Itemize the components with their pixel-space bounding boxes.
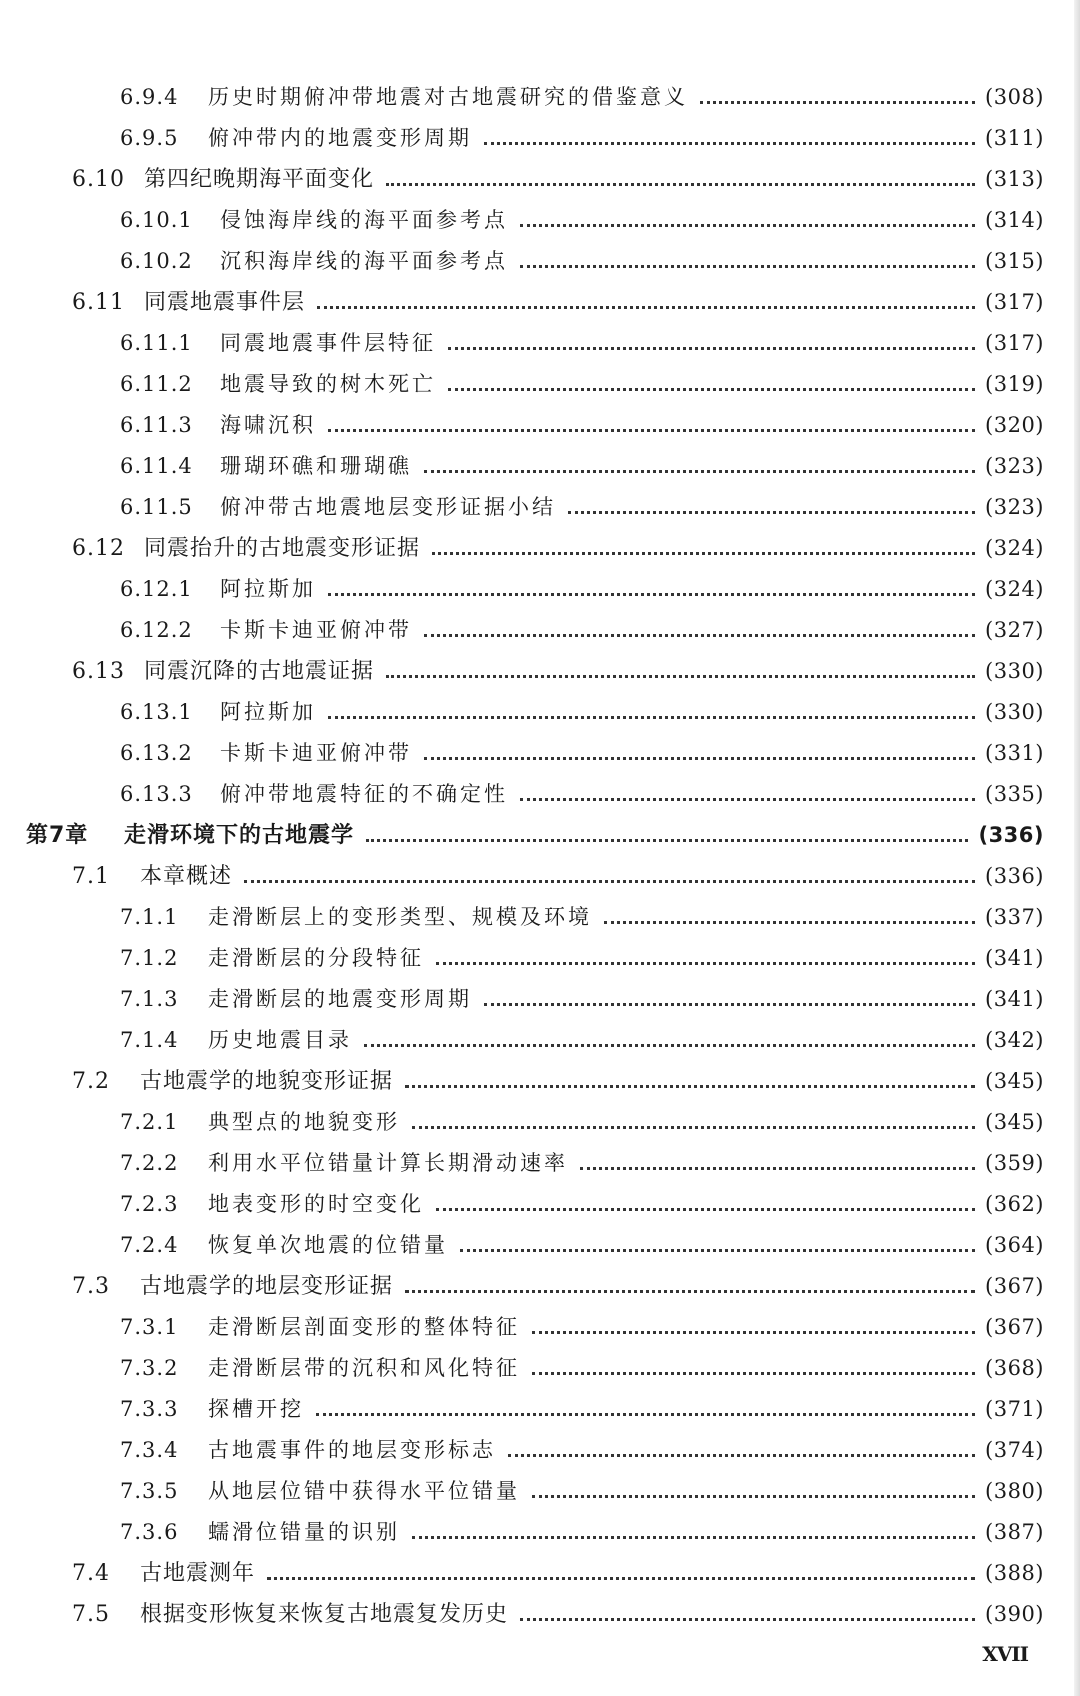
toc-entry-number: 6.13.2 (120, 741, 193, 765)
toc-entry-page: (367) (985, 1274, 1044, 1298)
toc-entry-title: 本章概述 (140, 864, 233, 889)
toc-entry-title: 历史地震目录 (208, 1028, 352, 1052)
toc-entry-number: 6.10.2 (120, 249, 193, 273)
dot-leader (244, 878, 975, 883)
dot-leader (580, 1165, 975, 1170)
toc-chapter[interactable] (0, 815, 1080, 856)
toc-section[interactable] (0, 1266, 1080, 1307)
toc-section[interactable] (0, 159, 1080, 200)
dot-leader (328, 714, 975, 719)
toc-subsection[interactable] (0, 118, 1080, 159)
toc-entry-number: 7.2.3 (120, 1192, 179, 1216)
toc-entry-number: 6.11 (72, 290, 125, 315)
toc-subsection[interactable] (0, 77, 1080, 118)
toc-entry-page: (345) (985, 1069, 1044, 1093)
toc-entry-page: (390) (985, 1602, 1044, 1626)
dot-leader (386, 673, 975, 678)
toc-entry-page: (336) (978, 823, 1044, 847)
toc-entry-page: (313) (985, 167, 1044, 191)
dot-leader (405, 1288, 975, 1293)
toc-entry-number: 第7章 (26, 823, 89, 848)
dot-leader (532, 1370, 975, 1375)
toc-entry-page: (308) (985, 85, 1044, 109)
toc-subsection[interactable] (0, 692, 1080, 733)
toc-entry-page: (317) (985, 331, 1044, 355)
dot-leader (424, 468, 975, 473)
toc-entry-title: 根据变形恢复来恢复古地震复发历史 (140, 1602, 509, 1627)
toc-entry-page: (341) (985, 946, 1044, 970)
dot-leader (412, 1124, 975, 1129)
dot-leader (317, 304, 975, 309)
toc-entry-page: (364) (985, 1233, 1044, 1257)
dot-leader (700, 99, 975, 104)
toc-entry-page: (327) (985, 618, 1044, 642)
dot-leader (412, 1534, 975, 1539)
toc-entry-number: 6.11.5 (120, 495, 193, 519)
toc-section[interactable] (0, 528, 1080, 569)
toc-entry-number: 6.12.1 (120, 577, 193, 601)
toc-entry-page: (330) (985, 700, 1044, 724)
toc-entry-title: 走滑断层带的沉积和风化特征 (208, 1356, 520, 1380)
toc-entry-title: 侵蚀海岸线的海平面参考点 (220, 208, 508, 232)
toc-entry-page: (342) (985, 1028, 1044, 1052)
toc-subsection[interactable] (0, 323, 1080, 364)
toc-entry-page: (335) (985, 782, 1044, 806)
toc-entry-page: (324) (985, 536, 1044, 560)
toc-subsection[interactable] (0, 1102, 1080, 1143)
toc-subsection[interactable] (0, 1307, 1080, 1348)
toc-section[interactable] (0, 282, 1080, 323)
dot-leader (316, 1411, 975, 1416)
dot-leader (424, 632, 975, 637)
toc-entry-number: 7.3.1 (120, 1315, 179, 1339)
toc-entry-page: (324) (985, 577, 1044, 601)
dot-leader (405, 1083, 975, 1088)
dot-leader (328, 591, 975, 596)
dot-leader (364, 1042, 975, 1047)
toc-subsection[interactable] (0, 446, 1080, 487)
toc-entry-number: 7.3.3 (120, 1397, 179, 1421)
toc-entry-title: 典型点的地貌变形 (208, 1110, 400, 1134)
toc-entry-title: 探槽开挖 (208, 1397, 304, 1421)
toc-entry-number: 6.10 (72, 167, 125, 192)
toc-entry-title: 走滑断层剖面变形的整体特征 (208, 1315, 520, 1339)
toc-entry-page: (345) (985, 1110, 1044, 1134)
toc-entry-title: 走滑断层上的变形类型、规模及环境 (208, 905, 592, 929)
toc-entry-page: (359) (985, 1151, 1044, 1175)
toc-entry-page: (380) (985, 1479, 1044, 1503)
toc-entry-title: 阿拉斯加 (220, 577, 316, 601)
toc-entry-title: 古地震测年 (140, 1561, 256, 1586)
dot-leader (508, 1452, 975, 1457)
toc-entry-title: 同震地震事件层特征 (220, 331, 436, 355)
dot-leader (432, 550, 975, 555)
dot-leader (460, 1247, 975, 1252)
toc-entry-number: 7.5 (72, 1602, 110, 1627)
toc-entry-number: 7.2.2 (120, 1151, 179, 1175)
toc-entry-number: 7.3.5 (120, 1479, 179, 1503)
toc-subsection[interactable] (0, 241, 1080, 282)
toc-entry-page: (341) (985, 987, 1044, 1011)
toc-subsection[interactable] (0, 774, 1080, 815)
toc-entry-title: 俯冲带古地震地层变形证据小结 (220, 495, 556, 519)
toc-entry-page: (337) (985, 905, 1044, 929)
table-of-contents (0, 77, 1080, 1635)
dot-leader (520, 796, 975, 801)
dot-leader (520, 263, 975, 268)
dot-leader (484, 140, 975, 145)
toc-entry-title: 俯冲带地震特征的不确定性 (220, 782, 508, 806)
toc-subsection[interactable] (0, 979, 1080, 1020)
toc-entry-number: 7.2 (72, 1069, 110, 1094)
toc-entry-number: 6.13.1 (120, 700, 193, 724)
dot-leader (532, 1329, 975, 1334)
toc-entry-title: 沉积海岸线的海平面参考点 (220, 249, 508, 273)
toc-entry-number: 6.12.2 (120, 618, 193, 642)
toc-entry-title: 走滑断层的地震变形周期 (208, 987, 472, 1011)
toc-subsection[interactable] (0, 733, 1080, 774)
toc-entry-page: (319) (985, 372, 1044, 396)
toc-entry-page: (330) (985, 659, 1044, 683)
toc-entry-page: (311) (985, 126, 1044, 150)
dot-leader (386, 181, 975, 186)
toc-subsection[interactable] (0, 938, 1080, 979)
toc-entry-number: 6.10.1 (120, 208, 193, 232)
toc-entry-page: (314) (985, 208, 1044, 232)
dot-leader (424, 755, 975, 760)
toc-entry-page: (387) (985, 1520, 1044, 1544)
dot-leader (448, 386, 975, 391)
toc-entry-title: 走滑环境下的古地震学 (124, 823, 355, 848)
dot-leader (520, 1616, 975, 1621)
toc-subsection[interactable] (0, 1020, 1080, 1061)
toc-entry-page: (323) (985, 454, 1044, 478)
toc-entry-number: 6.12 (72, 536, 125, 561)
toc-entry-number: 6.11.1 (120, 331, 193, 355)
toc-entry-title: 从地层位错中获得水平位错量 (208, 1479, 520, 1503)
toc-section[interactable] (0, 651, 1080, 692)
toc-entry-title: 卡斯卡迪亚俯冲带 (220, 741, 412, 765)
toc-entry-number: 7.1 (72, 864, 110, 889)
dot-leader (520, 222, 975, 227)
toc-subsection[interactable] (0, 1471, 1080, 1512)
toc-entry-number: 7.3.6 (120, 1520, 179, 1544)
toc-entry-title: 海啸沉积 (220, 413, 316, 437)
toc-entry-title: 古地震学的地层变形证据 (140, 1274, 394, 1299)
toc-entry-title: 地震导致的树木死亡 (220, 372, 436, 396)
toc-subsection[interactable] (0, 1184, 1080, 1225)
toc-entry-number: 6.9.5 (120, 126, 179, 150)
toc-section[interactable] (0, 1594, 1080, 1635)
toc-entry-number: 7.3.2 (120, 1356, 179, 1380)
toc-entry-page: (362) (985, 1192, 1044, 1216)
toc-subsection[interactable] (0, 1225, 1080, 1266)
toc-entry-number: 7.4 (72, 1561, 110, 1586)
toc-entry-title: 历史时期俯冲带地震对古地震研究的借鉴意义 (208, 85, 688, 109)
toc-entry-page: (331) (985, 741, 1044, 765)
toc-entry-title: 同震地震事件层 (144, 290, 306, 315)
toc-entry-title: 古地震事件的地层变形标志 (208, 1438, 496, 1462)
toc-subsection[interactable] (0, 1389, 1080, 1430)
toc-subsection[interactable] (0, 364, 1080, 405)
toc-entry-page: (371) (985, 1397, 1044, 1421)
toc-subsection[interactable] (0, 487, 1080, 528)
toc-entry-title: 利用水平位错量计算长期滑动速率 (208, 1151, 568, 1175)
toc-entry-page: (315) (985, 249, 1044, 273)
dot-leader (267, 1575, 975, 1580)
toc-entry-number: 7.2.4 (120, 1233, 179, 1257)
toc-entry-number: 7.3 (72, 1274, 110, 1299)
dot-leader (436, 1206, 975, 1211)
toc-entry-title: 俯冲带内的地震变形周期 (208, 126, 472, 150)
toc-subsection[interactable] (0, 1348, 1080, 1389)
toc-entry-number: 7.1.3 (120, 987, 179, 1011)
toc-subsection[interactable] (0, 405, 1080, 446)
toc-entry-title: 珊瑚环礁和珊瑚礁 (220, 454, 412, 478)
toc-entry-title: 第四纪晚期海平面变化 (144, 167, 375, 192)
toc-subsection[interactable] (0, 1143, 1080, 1184)
toc-subsection[interactable] (0, 200, 1080, 241)
toc-entry-page: (367) (985, 1315, 1044, 1339)
toc-subsection[interactable] (0, 569, 1080, 610)
toc-subsection[interactable] (0, 897, 1080, 938)
toc-entry-page: (323) (985, 495, 1044, 519)
toc-section[interactable] (0, 856, 1080, 897)
toc-entry-title: 地表变形的时空变化 (208, 1192, 424, 1216)
toc-entry-number: 6.9.4 (120, 85, 179, 109)
toc-entry-number: 6.11.4 (120, 454, 193, 478)
toc-entry-number: 7.2.1 (120, 1110, 179, 1134)
dot-leader (366, 837, 968, 842)
toc-entry-number: 7.1.2 (120, 946, 179, 970)
dot-leader (436, 960, 975, 965)
toc-entry-page: (320) (985, 413, 1044, 437)
toc-section[interactable] (0, 1553, 1080, 1594)
toc-entry-title: 同震抬升的古地震变形证据 (144, 536, 421, 561)
dot-leader (484, 1001, 975, 1006)
toc-entry-number: 7.3.4 (120, 1438, 179, 1462)
dot-leader (532, 1493, 975, 1498)
toc-entry-title: 恢复单次地震的位错量 (208, 1233, 448, 1257)
toc-entry-title: 同震沉降的古地震证据 (144, 659, 375, 684)
toc-entry-page: (317) (985, 290, 1044, 314)
toc-entry-title: 阿拉斯加 (220, 700, 316, 724)
toc-entry-page: (368) (985, 1356, 1044, 1380)
toc-entry-page: (388) (985, 1561, 1044, 1585)
toc-subsection[interactable] (0, 1512, 1080, 1553)
dot-leader (604, 919, 975, 924)
toc-entry-number: 7.1.4 (120, 1028, 179, 1052)
toc-subsection[interactable] (0, 1430, 1080, 1471)
page-number: XVII (982, 1642, 1028, 1666)
toc-entry-title: 走滑断层的分段特征 (208, 946, 424, 970)
toc-entry-page: (336) (985, 864, 1044, 888)
toc-entry-number: 6.11.2 (120, 372, 193, 396)
toc-entry-number: 6.13.3 (120, 782, 193, 806)
toc-entry-number: 7.1.1 (120, 905, 179, 929)
toc-entry-number: 6.11.3 (120, 413, 193, 437)
dot-leader (568, 509, 975, 514)
dot-leader (448, 345, 975, 350)
toc-entry-title: 卡斯卡迪亚俯冲带 (220, 618, 412, 642)
toc-subsection[interactable] (0, 610, 1080, 651)
toc-entry-page: (374) (985, 1438, 1044, 1462)
toc-entry-number: 6.13 (72, 659, 125, 684)
dot-leader (328, 427, 975, 432)
toc-entry-title: 古地震学的地貌变形证据 (140, 1069, 394, 1094)
toc-section[interactable] (0, 1061, 1080, 1102)
toc-entry-title: 蠕滑位错量的识别 (208, 1520, 400, 1544)
